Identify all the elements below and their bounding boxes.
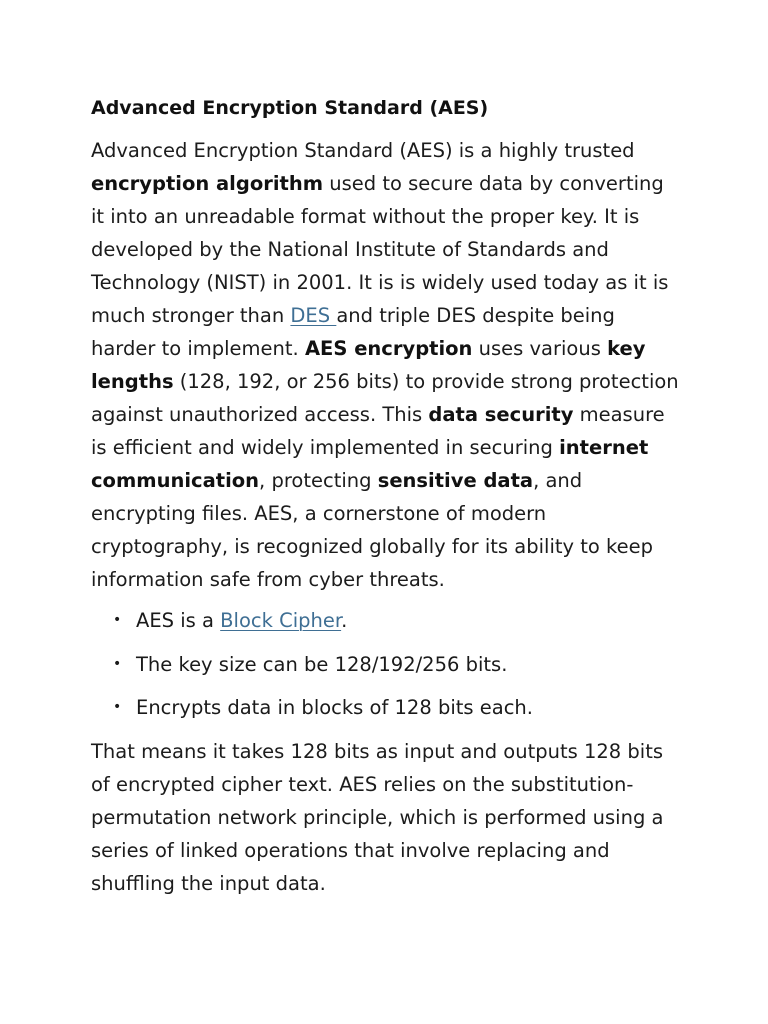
intro-text-3: and triple DES despite being harder to implement. xyxy=(91,304,615,360)
section-heading: Advanced Encryption Standard (AES) xyxy=(91,97,489,119)
bullet-1-suffix: . xyxy=(341,609,348,632)
list-item xyxy=(91,604,680,637)
bold-sensitive-data: sensitive data xyxy=(377,469,534,492)
des-link[interactable]: DES xyxy=(290,304,337,327)
bold-data-security: data security xyxy=(428,403,574,426)
intro-text-6: measure is efficient and widely implemented in securing xyxy=(91,403,665,459)
list-item xyxy=(91,691,680,724)
intro-text-4: uses various xyxy=(472,337,608,360)
intro-text-1: Advanced Encryption Standard (AES) is a highly trusted xyxy=(91,139,635,162)
bullet-list xyxy=(91,604,680,724)
intro-text-5: (128, 192, or 256 bits) to provide strong protection against unauthorized access. This xyxy=(91,370,679,426)
outro-paragraph: That means it takes 128 bits as input and outputs 128 bits of encrypted cipher text. AES relies on the substitution-permutation network principle, which is performed using a series of linked operations that involve replacing and shuffling the input data. xyxy=(91,739,664,895)
intro-text-8: , and encrypting files. AES, a cornerstone of modern cryptography, is recognized globally for its ability to keep information safe from cyber threats. xyxy=(91,469,653,591)
bullet-2-text: The key size can be 128/192/256 bits. xyxy=(136,652,508,676)
bullet-3-text: Encrypts data in blocks of 128 bits each. xyxy=(136,696,533,719)
bullet-marker: • xyxy=(113,612,122,628)
block-cipher-link[interactable]: Block Cipher xyxy=(220,609,342,632)
bullet-1-prefix: AES is a xyxy=(136,609,221,632)
bullet-marker: • xyxy=(113,655,122,672)
bold-encryption-algorithm: encryption algorithm xyxy=(91,172,324,195)
list-item xyxy=(91,648,680,681)
bold-key-lengths: key lengths xyxy=(91,337,646,393)
bullet-marker: • xyxy=(113,699,122,715)
bold-aes-encryption: AES encryption xyxy=(304,337,473,360)
bold-internet-communication: internet communication xyxy=(91,436,649,492)
intro-text-7: , protecting xyxy=(259,469,378,492)
intro-paragraph xyxy=(91,134,680,596)
intro-text-2: used to secure data by converting it into an unreadable format without the proper key. It is developed by the National Institute of Standards and Technology (NIST) in 2001. It is is widely used today as it is much stronger than xyxy=(91,172,669,327)
